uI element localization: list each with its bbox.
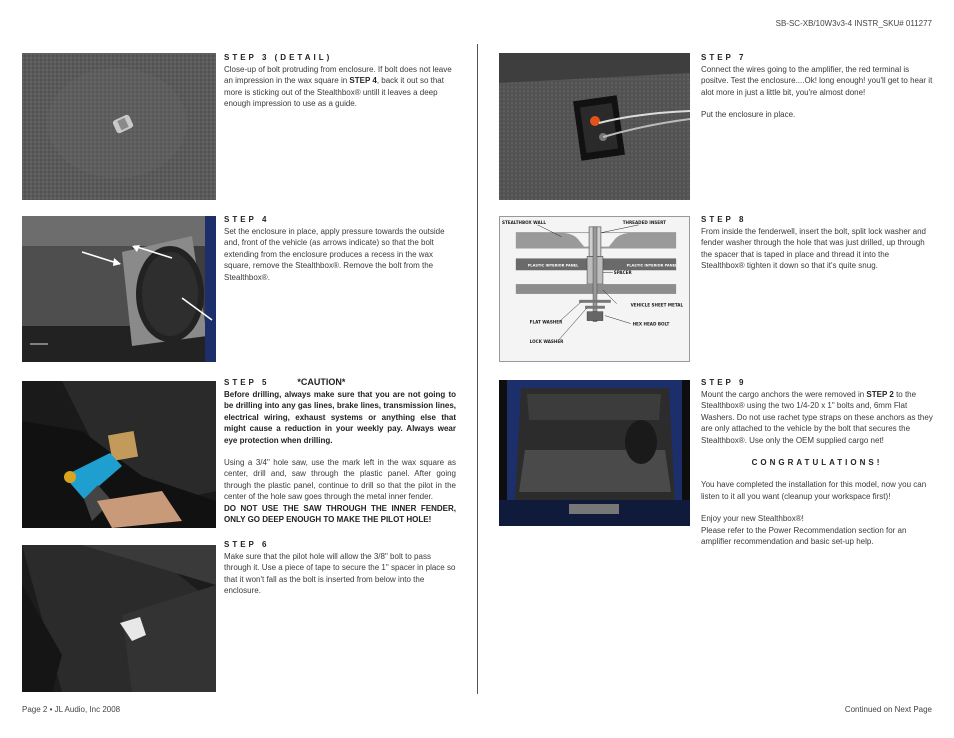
step8-text: From inside the fenderwell, insert the bolt, split lock washer and fender washer through the hole that was just drilled, up through the spacer that is taped in place and thread it into the Stealthbox® tighten it down so that it's quite snug. [701, 227, 926, 271]
step3-block [224, 52, 454, 110]
step7-photo [499, 53, 690, 200]
label-plastic-panel-right: PLASTIC INTERIOR PANEL [626, 263, 678, 268]
step5-photo [22, 381, 216, 528]
step9-block [701, 377, 933, 547]
step7-title: STEP 7 [701, 53, 747, 62]
step5-warning: Before drilling, always make sure that you are not going to be drilling into any gas lines, brake lines, transmission lines, electrical wiring, exhaust systems or anything else that might cause a reduction in your weekly pay. Always wear eye protection when drilling. [224, 390, 456, 445]
bolt-assembly-diagram [499, 216, 690, 362]
label-hex-head-bolt: HEX HEAD BOLT [632, 321, 670, 327]
step8-title: STEP 8 [701, 215, 747, 224]
step7-block [701, 52, 933, 121]
step6-photo [22, 545, 216, 692]
step3-text: Close-up of bolt protruding from enclosure. If bolt does not leave an impression in the wax square in STEP 4, back it out so that more is sticking out of the Stealthbox® untill it leaves a deep enough impression to use as a guide. [224, 65, 452, 109]
label-lock-washer: LOCK WASHER [529, 339, 564, 345]
footer-page-info: Page 2 • JL Audio, Inc 2008 [22, 705, 121, 714]
label-stealthbox-wall: STEALTHBOX WALL [501, 219, 546, 225]
footer-continued: Continued on Next Page [844, 705, 932, 714]
step6-text: Make sure that the pilot hole will allow the 3/8" bolt to pass through it. Use a piece of tape to secure the 1" spacer in place so that it won't fall as the bolt is inserted from below into the enclosure. [224, 552, 456, 596]
step4-text: Set the enclosure in place, apply pressure towards the outside and, front of the vehicle (as arrows indicate) so that the bolt extending from the enclosure produces a recess in the wax square, remove the Stealthbox®. Remove the bolt from the Stealthbox®. [224, 227, 445, 282]
step7-text2: Put the enclosure in place. [701, 110, 796, 120]
step4-title: STEP 4 [224, 215, 270, 224]
step9-text4: Please refer to the Power Recommendation section for an amplifier recommendation and basic set-up help. [701, 525, 907, 547]
label-flat-washer: FLAT WASHER [529, 319, 563, 325]
label-plastic-panel-left: PLASTIC INTERIOR PANEL [527, 263, 579, 268]
step5-block [224, 377, 456, 525]
step6-title: STEP 6 [224, 540, 270, 549]
step6-block [224, 539, 456, 597]
step9-text: Mount the cargo anchors the were removed in STEP 2 to the Stealthbox® using the two 1/4-20 x 1" bolts and, 6mm Flat Washers. Do not use rachet type straps on these anchors as they are only attached to the vehicle by the bolt that secures the Stealthbox®. Use only the OEM supplied cargo net! [701, 390, 933, 445]
step5-warning2: DO NOT USE THE SAW THROUGH THE INNER FENDER, ONLY GO DEEP ENOUGH TO MAKE THE PILOT HOLE! [224, 503, 456, 525]
step5-title: STEP 5 *CAUTION* [224, 377, 346, 387]
label-vehicle-sheet-metal: VEHICLE SHEET METAL [630, 302, 684, 308]
step9-photo [499, 380, 690, 526]
step3-title: STEP 3 (DETAIL) [224, 53, 333, 62]
step5-text: Using a 3/4" hole saw, use the mark left in the wax square as center, drill and, saw through the plastic panel. After going through the plastic panel, continue to drill so that the pilot in the center of the hole saw goes through the metal inner fender. [224, 458, 456, 502]
step4-photo [22, 216, 216, 362]
step4-block [224, 214, 454, 283]
congratulations-heading: CONGRATULATIONS! [751, 458, 883, 468]
step9-text2: You have completed the installation for this model, now you can listen to it all you want (cleanup your workspace first)! [701, 480, 927, 501]
step9-text3: Enjoy your new Stealthbox®! [701, 514, 804, 524]
caution-label: *CAUTION* [297, 377, 346, 387]
document-id: SB-SC-XB/10W3v3-4 INSTR_SKU# 011277 [775, 19, 932, 28]
step8-block [701, 214, 933, 272]
column-divider [477, 44, 478, 694]
step3-photo [22, 53, 216, 200]
step9-title: STEP 9 [701, 378, 747, 387]
step7-text: Connect the wires going to the amplifier, the red terminal is positve. Test the enclosure....Ok! long enough! you'll get to hear it alot more in just a little bit, you're almost done! [701, 65, 933, 97]
label-threaded-insert: THREADED INSERT [622, 219, 666, 225]
label-spacer: SPACER [613, 270, 632, 276]
